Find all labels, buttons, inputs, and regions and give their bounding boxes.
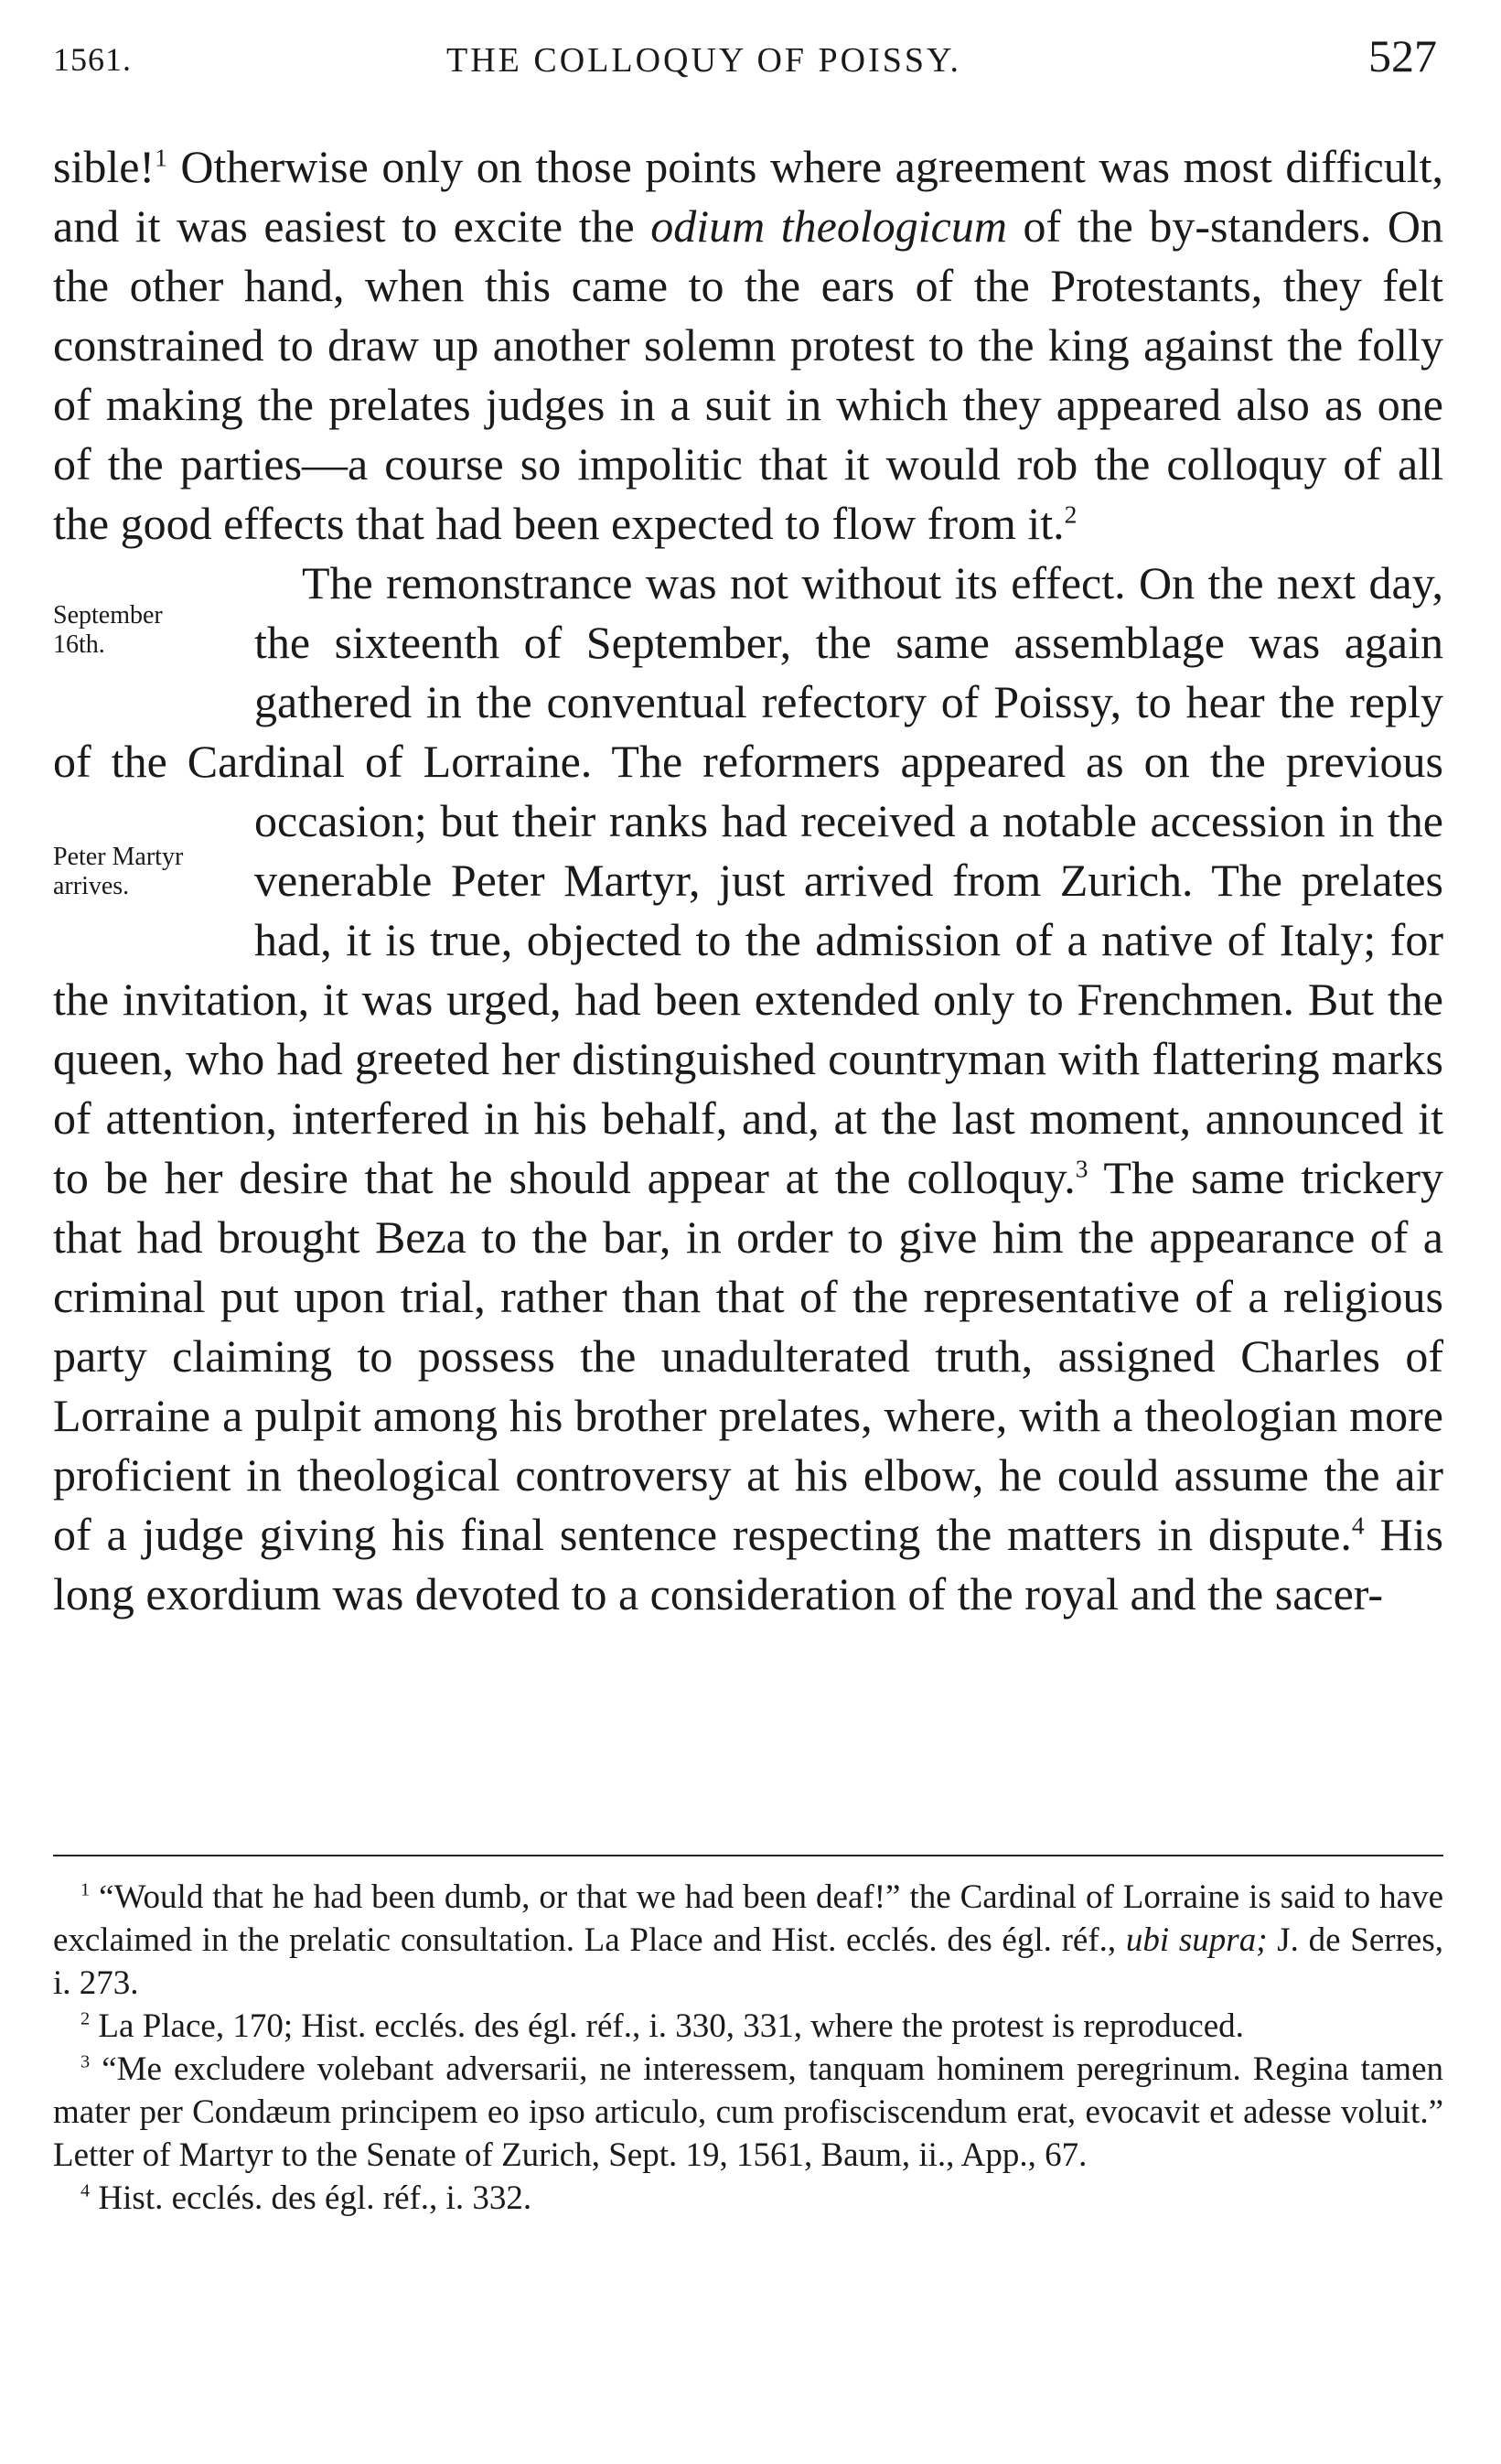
text-run: sible! (53, 141, 155, 192)
italic-term: odium theologicum (650, 200, 1007, 252)
footnote-3 (53, 2048, 1443, 2177)
text-run: The remonstrance was not without its effect. On the next day, the sixteenth of September, the same assemblage was again gathered in the conventual refectory of Poissy, to hear the reply of the Cardinal of Lorraine. The reformers appeared as on the previous occasion; but their ranks (53, 557, 1443, 846)
paragraph-2 (53, 554, 1443, 1624)
footnote-2 (53, 2005, 1443, 2048)
footnote-1 (53, 1876, 1443, 2005)
page-number: 527 (1368, 30, 1437, 81)
main-text (53, 137, 1443, 1624)
footnote-text: J. de Serres, i. 273. (53, 1921, 1443, 2002)
text-run: His long exordium was devoted to a consideration of the royal and the sacer- (53, 1509, 1443, 1619)
footnote-ref-2: 2 (1064, 500, 1078, 529)
footnote-mark: 4 (80, 2180, 91, 2201)
footnote-italic: ubi supra; (1125, 1921, 1268, 1959)
footnote-text: La Place, 170; Hist. ecclés. des égl. réf., i. 330, 331, where the protest is reproduced. (98, 2007, 1244, 2045)
margin-note-line: September (53, 601, 163, 629)
text-run (53, 557, 1443, 1619)
paragraph-1 (53, 137, 1443, 554)
text-run: of the by-standers. On the other hand, when this came to the ears of the Protestants, they felt constrained to draw up another solemn protest to the king against the folly of making the prelates judges in a suit in which they appeared also as one of the parties—a course so impolitic that it would rob the colloquy of all the good effects that had been expected to flow from it. (53, 200, 1443, 549)
footnote-mark: 2 (80, 2008, 91, 2029)
margin-note-peter-martyr (53, 843, 254, 943)
footnote-ref-3: 3 (1075, 1154, 1088, 1183)
footnote-text: Hist. ecclés. des égl. réf., i. 332. (98, 2179, 532, 2217)
footnote-ref-4: 4 (1351, 1511, 1365, 1540)
header-title: THE COLLOQUY OF POISSY. (446, 41, 962, 80)
text-run: had received a notable accession in the venerable Peter Martyr, just arrived from Zurich. The prelates had, it is true, objected to the admission of a native of Italy; for the invitation, it was urged, had been extended only to Frenchmen. But the queen, who had greeted her distinguished countryman with flattering marks of attention, interfered in his behalf, and, at the last moment, announced it to be her desire that he should appear at the colloquy. (53, 795, 1444, 1203)
margin-note-line: arrives. (53, 872, 130, 900)
footnote-divider (53, 1855, 1443, 1856)
footnote-mark: 3 (80, 2051, 91, 2072)
margin-note-line: Peter Martyr (53, 843, 184, 871)
margin-note-september (53, 601, 254, 711)
footnote-text: “Me excludere volebant adversarii, ne interessem, tanquam hominem peregrinum. Regina tamen mater per Condæum principem eo ipso articulo, cum profisciscendum erat, evocavit et adesse voluit.” Letter of Martyr to the Senate of Zurich, Sept. 19, 1561, Baum, ii., App., 67. (53, 2050, 1444, 2174)
footnote-4 (53, 2177, 1443, 2220)
text-run: Otherwise only on those points where agreement was most difficult, and it was easiest to excite the (53, 141, 1443, 252)
footnote-mark: 1 (80, 1879, 91, 1900)
text-run: The same trickery that had brought Beza to the bar, in order to give him the appearance of a criminal put upon trial, rather than that of the representative of a religious party claiming to possess the unadulterated truth, assigned Charles of Lorraine a pulpit among his brother prelates, where, with a theologian more proficient in theological controversy at his elbow, he could assume the air of a judge giving his final sentence respecting the matters in dispute. (53, 1152, 1443, 1560)
header-year: 1561. (53, 41, 132, 78)
footnote-text: “Would that he had been dumb, or that we had been deaf!” the Cardinal of Lorraine is said to have exclaimed in the prelatic consultation. La Place and Hist. ecclés. des égl. réf., (53, 1878, 1444, 1959)
footnote-ref-1: 1 (155, 143, 167, 172)
footnotes (53, 1876, 1443, 2220)
running-header (53, 29, 1437, 93)
margin-note-line: 16th. (53, 630, 105, 659)
